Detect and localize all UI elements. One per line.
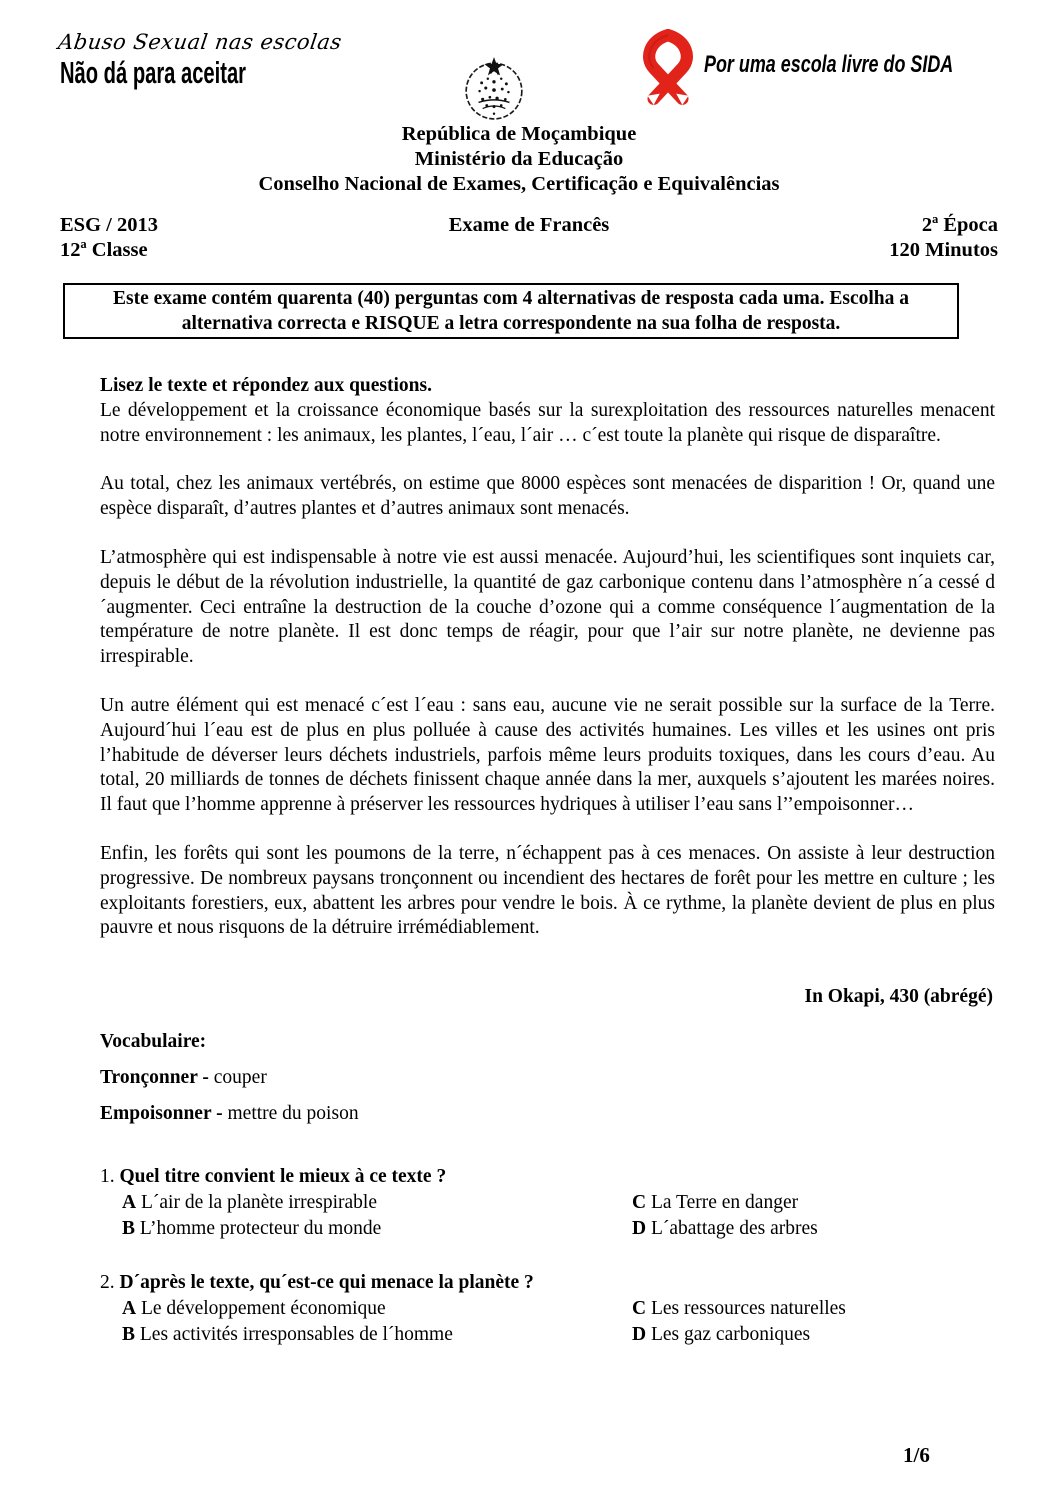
option-text: L´abattage des arbres: [650, 1218, 818, 1240]
questions-section: [100, 1164, 995, 1348]
exam-code: ESG / 2013: [60, 214, 158, 236]
vocab-definition: mettre du poison: [227, 1102, 359, 1124]
exam-duration: 120 Minutos: [889, 239, 999, 261]
option-letter: A: [122, 1298, 137, 1320]
option-text: Les ressources naturelles: [650, 1298, 846, 1320]
option-a[interactable]: [100, 1190, 632, 1216]
option-letter: D: [632, 1218, 647, 1240]
exam-meta: [60, 213, 998, 263]
vocabulary-entry: [100, 1102, 995, 1127]
option-text: Le développement économique: [140, 1298, 386, 1320]
option-c[interactable]: [632, 1296, 995, 1322]
vocab-definition: couper: [213, 1066, 267, 1088]
question-1-prompt: [100, 1164, 995, 1190]
council-title: Conselho Nacional de Exames, Certificação e Equivalências: [258, 173, 780, 195]
question-number: 2.: [100, 1272, 115, 1294]
option-text: Les activités irresponsables de l´homme: [139, 1324, 453, 1346]
instructions-box: Este exame contém quarenta (40) perguntas com 4 alternativas de resposta cada uma. Escolha a alternativa correcta e RISQUE a letra correspondente na sua folha de resposta.: [63, 283, 959, 339]
vocabulary-entry: [100, 1066, 995, 1091]
exam-meta-row-2: [60, 238, 998, 263]
source-attribution: In Okapi, 430 (abrégé): [804, 986, 993, 1008]
vocab-term: Tronçonner -: [100, 1066, 209, 1088]
option-letter: C: [632, 1298, 647, 1320]
vocabulary-title: Vocabulaire:: [100, 1030, 207, 1052]
question-2-options: [100, 1296, 995, 1348]
option-a[interactable]: [100, 1296, 632, 1322]
question-2-prompt: [100, 1270, 995, 1296]
question-text: D´après le texte, qu´est-ce qui menace la planète ?: [119, 1272, 534, 1294]
exam-epoch: 2ª Época: [921, 214, 999, 236]
option-letter: B: [122, 1324, 136, 1346]
option-d[interactable]: [632, 1322, 995, 1348]
page-number: 1/6: [903, 1443, 930, 1467]
option-letter: B: [122, 1218, 136, 1240]
option-letter: C: [632, 1192, 647, 1214]
reading-heading: Lisez le texte et répondez aux questions.: [100, 375, 432, 396]
option-letter: D: [632, 1324, 647, 1346]
option-text: Les gaz carboniques: [650, 1324, 811, 1346]
option-text: L´air de la planète irrespirable: [140, 1192, 378, 1214]
country-title: República de Moçambique: [401, 123, 637, 145]
passage-paragraph: Enfin, les forêts qui sont les poumons de la terre, n´échappent pas à ces menaces. On assiste à leur destruction progressive. De nombreux paysans tronçonnent ou incendient des hectares de forêt pour les mettre en culture ; les exploitants forestiers, eux, abattent les arbres pour vendre le bois. À ce rythme, la planète devient de plus en plus pauvre et nous risquons de la détruire irrémédiablement.: [100, 842, 995, 939]
question-number: 1.: [100, 1166, 115, 1188]
campaign-script-text: Abuso Sexual nas escolas: [56, 30, 344, 54]
option-b[interactable]: [100, 1322, 632, 1348]
option-b[interactable]: [100, 1216, 632, 1242]
passage-paragraph: L’atmosphère qui est indispensable à notre vie est aussi menacée. Aujourd’hui, les scientifiques sont inquiets car, depuis le début de la révolution industrielle, la quantité de gaz carbonique contenu dans l’atmosphère n´a cessé d´augmenter. Ceci entraîne la destruction de la couche d’ozone qui a comme conséquence l´augmentation de la température de notre planète. Il est donc temps de réagir, pour que l’air sur notre planète, ne devienne pas irrespirable.: [100, 546, 995, 668]
passage-paragraph: Un autre élément qui est menacé c´est l´eau : sans eau, aucune vie ne serait possible sur la surface de la Terre. Aujourd´hui l´eau est de plus en plus polluée à cause des activités humaines. Les villes et les usines ont pris l’habitude de déverser leurs déchets industriels, parfois même leurs produits toxiques, dans les cours d’eau. Au total, 20 milliards de tonnes de déchets finissent chaque année dans la mer, auxquels s’ajoutent les marées noires. Il faut que l’homme apprenne à préserver les ressources hydriques à utiliser l’eau sans l’’empoisonner…: [100, 694, 995, 816]
question-2: [100, 1270, 995, 1348]
passage-paragraph: Le développement et la croissance économique basés sur la surexploitation des ressources naturelles menacent notre environnement : les animaux, les plantes, l´eau, l´air … c´est toute la planète qui risque de disparaître.: [100, 399, 995, 446]
institution-header: [50, 122, 988, 197]
option-letter: A: [122, 1192, 137, 1214]
option-d[interactable]: [632, 1216, 995, 1242]
aids-slogan-text: Por uma escola livre do SIDA: [704, 50, 954, 78]
option-text: La Terre en danger: [650, 1192, 799, 1214]
exam-grade: 12ª Classe: [60, 239, 148, 261]
ministry-title: Ministério da Educação: [414, 148, 624, 170]
exam-subject: Exame de Francês: [448, 214, 610, 236]
question-1-options: [100, 1190, 995, 1242]
option-text: L’homme protecteur du monde: [139, 1218, 382, 1240]
question-text: Quel titre convient le mieux à ce texte ?: [119, 1166, 447, 1188]
question-1: [100, 1164, 995, 1242]
campaign-slogan-text: Não dá para aceitar: [60, 56, 247, 90]
vocab-term: Empoisonner -: [100, 1102, 223, 1124]
exam-meta-row-1: [60, 213, 998, 238]
passage-paragraph: Au total, chez les animaux vertébrés, on estime que 8000 espèces sont menacées de disparition ! Or, quand une espèce disparaît, d’autres plantes et d’autres animaux sont menacés.: [100, 473, 995, 520]
option-c[interactable]: [632, 1190, 995, 1216]
reading-passage: [100, 374, 995, 1126]
